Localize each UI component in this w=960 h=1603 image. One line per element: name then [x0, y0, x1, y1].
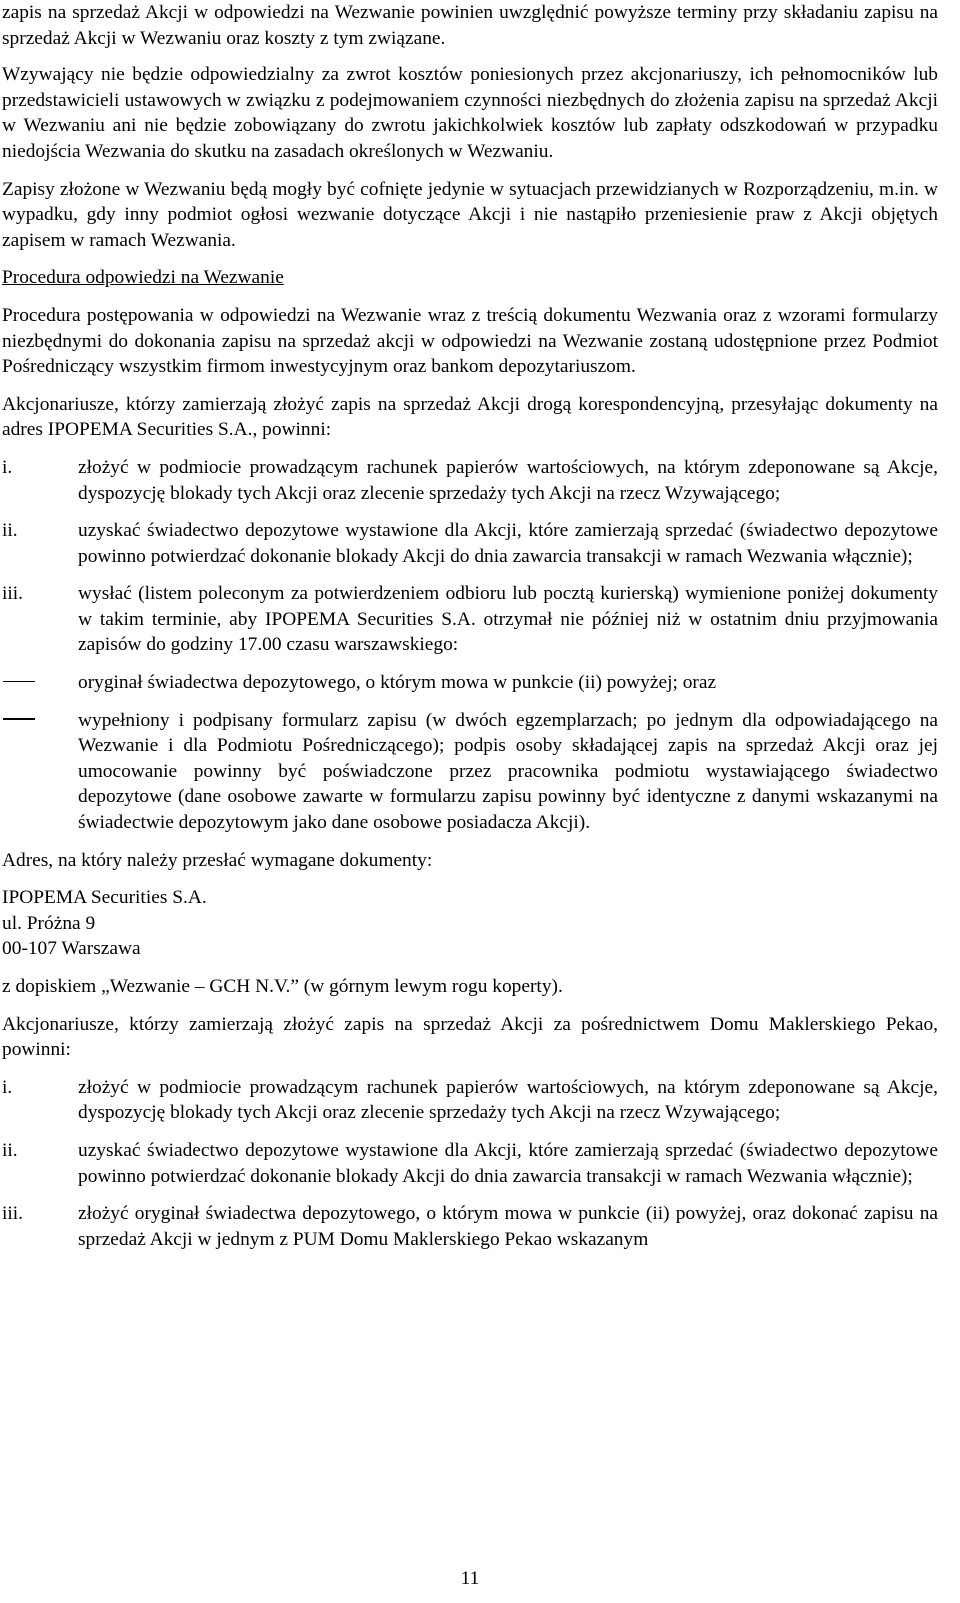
paragraph-intro-tail: zapis na sprzedaż Akcji w odpowiedzi na Wezwanie powinien uwzględnić powyższe terminy przy składaniu zapisu na sprzedaż Akcji w Wezwaniu oraz koszty z tym związane. [2, 2, 938, 49]
dash-list-item [2, 708, 938, 836]
list-item-text: uzyskać świadectwo depozytowe wystawione dla Akcji, które zamierzają sprzedać (świadectwo depozytowe powinno potwierdzać dokonanie blokady Akcji do dnia zawarcia transakcji w ramach Wezwania włącznie); [78, 520, 938, 567]
dash-bullet-icon [2, 670, 78, 696]
list-item [2, 1138, 938, 1189]
paragraph-pekao-intro: Akcjonariusze, którzy zamierzają złożyć zapis na sprzedaż Akcji za pośrednictwem Domu Maklerskiego Pekao, powinni: [2, 1013, 938, 1061]
list-item-text: złożyć oryginał świadectwa depozytowego, o którym mowa w punkcie (ii) powyżej, oraz dokonać zapisu na sprzedaż Akcji w jednym z PUM Domu Maklerskiego Pekao wskazanym [78, 1203, 938, 1250]
address-line-company: IPOPEMA Securities S.A. [2, 887, 207, 909]
list-item [2, 518, 938, 569]
address-line-city: 00-107 Warszawa [2, 938, 141, 960]
list-item-number: i. [2, 1076, 13, 1098]
list-item [2, 455, 938, 506]
dash-list-item [2, 670, 938, 696]
address-block [2, 885, 938, 962]
list-item-text: uzyskać świadectwo depozytowe wystawione dla Akcji, które zamierzają sprzedać (świadectwo depozytowe powinno potwierdzać dokonanie blokady Akcji do dnia zawarcia transakcji w ramach Wezwania włącznie); [78, 1139, 938, 1187]
paragraph-correspondence-intro: Akcjonariusze, którzy zamierzają złożyć zapis na sprzedaż Akcji drogą korespondencyjną, przesyłając dokumenty na adres IPOPEMA Securities S.A., powinni: [2, 393, 938, 441]
document-page [2, 0, 938, 1252]
list-item [2, 1075, 938, 1126]
dash-bullet-icon [2, 708, 78, 836]
paragraph-procedure: Procedura postępowania w odpowiedzi na Wezwanie wraz z treścią dokumentu Wezwania oraz z wzorami formularzy niezbędnymi do dokonania zapisu na sprzedaż akcji w odpowiedzi na Wezwanie zostaną udostępnione przez Podmiot Pośredniczący wszystkim firmom inwestycyjnym oraz bankom depozytariuszom. [2, 304, 938, 378]
dash-list-item-text: wypełniony i podpisany formularz zapisu (w dwóch egzemplarzach; po jednym dla odpowiadającego na Wezwanie i dla Podmiotu Pośredniczącego); podpis osoby składającej zapis na sprzedaż Akcji oraz jej umocowanie powinny być poświadczone przez pracownika podmiotu wystawiającego świadectwo depozytowe (dane osobowe zawarte w formularzu zapisu powinny być identyczne z danymi wskazanymi na świadectwie depozytowym jako dane osobowe posiadacza Akcji). [78, 709, 938, 834]
list-item-number: ii. [2, 1139, 18, 1161]
dash-list-item-text: oryginał świadectwa depozytowego, o którym mowa w punkcie (ii) powyżej; oraz [78, 672, 717, 694]
list-item-number: i. [2, 456, 13, 478]
list-item-number: iii. [2, 1203, 24, 1225]
page-number: 11 [460, 1568, 480, 1589]
documents-dash-list [2, 670, 938, 836]
address-line-street: ul. Próżna 9 [2, 912, 96, 934]
paragraph-costs: Wzywający nie będzie odpowiedzialny za zwrot kosztów poniesionych przez akcjonariuszy, ich pełnomocników lub przedstawicieli ustawowych w związku z podejmowaniem czynności niezbędnych do złożenia zapisu na sprzedaż Akcji w Wezwaniu ani nie będzie zobowiązany do zwrotu jakichkolwiek kosztów lub zapłaty odszkodowań w przypadku niedojścia Wezwania do skutku na zasadach określonych w Wezwaniu. [2, 64, 938, 162]
correspondence-steps-list [2, 455, 938, 658]
section-heading: Procedura odpowiedzi na Wezwanie [2, 267, 284, 289]
paragraph-annotation: z dopiskiem „Wezwanie – GCH N.V.” (w górnym lewym rogu koperty). [2, 976, 563, 997]
list-item-text: złożyć w podmiocie prowadzącym rachunek papierów wartościowych, na którym zdeponowane są Akcje, dyspozycję blokady tych Akcji oraz zlecenie sprzedaży tych Akcji na rzecz Wzywającego; [78, 1076, 938, 1124]
list-item [2, 581, 938, 658]
paragraph-withdrawal: Zapisy złożone w Wezwaniu będą mogły być cofnięte jedynie w sytuacjach przewidzianych w Rozporządzeniu, m.in. w wypadku, gdy inny podmiot ogłosi wezwanie dotyczące Akcji i nie nastąpiło przeniesienie praw z Akcji objętych zapisem w ramach Wezwania. [2, 178, 938, 251]
list-item-number: ii. [2, 520, 18, 542]
list-item-text: złożyć w podmiocie prowadzącym rachunek papierów wartościowych, na którym zdeponowane są Akcje, dyspozycję blokady tych Akcji oraz zlecenie sprzedaży tych Akcji na rzecz Wzywającego; [78, 456, 938, 504]
pekao-steps-list [2, 1075, 938, 1253]
list-item-number: iii. [2, 583, 24, 605]
list-item-text: wysłać (listem poleconym za potwierdzeniem odbioru lub pocztą kurierską) wymienione poniżej dokumenty w takim terminie, aby IPOPEMA Securities S.A. otrzymał nie później niż w ostatnim dniu przyjmowania zapisów do godziny 17.00 czasu warszawskiego: [78, 583, 938, 656]
paragraph-address-intro: Adres, na który należy przesłać wymagane dokumenty: [2, 849, 433, 871]
list-item [2, 1201, 938, 1252]
